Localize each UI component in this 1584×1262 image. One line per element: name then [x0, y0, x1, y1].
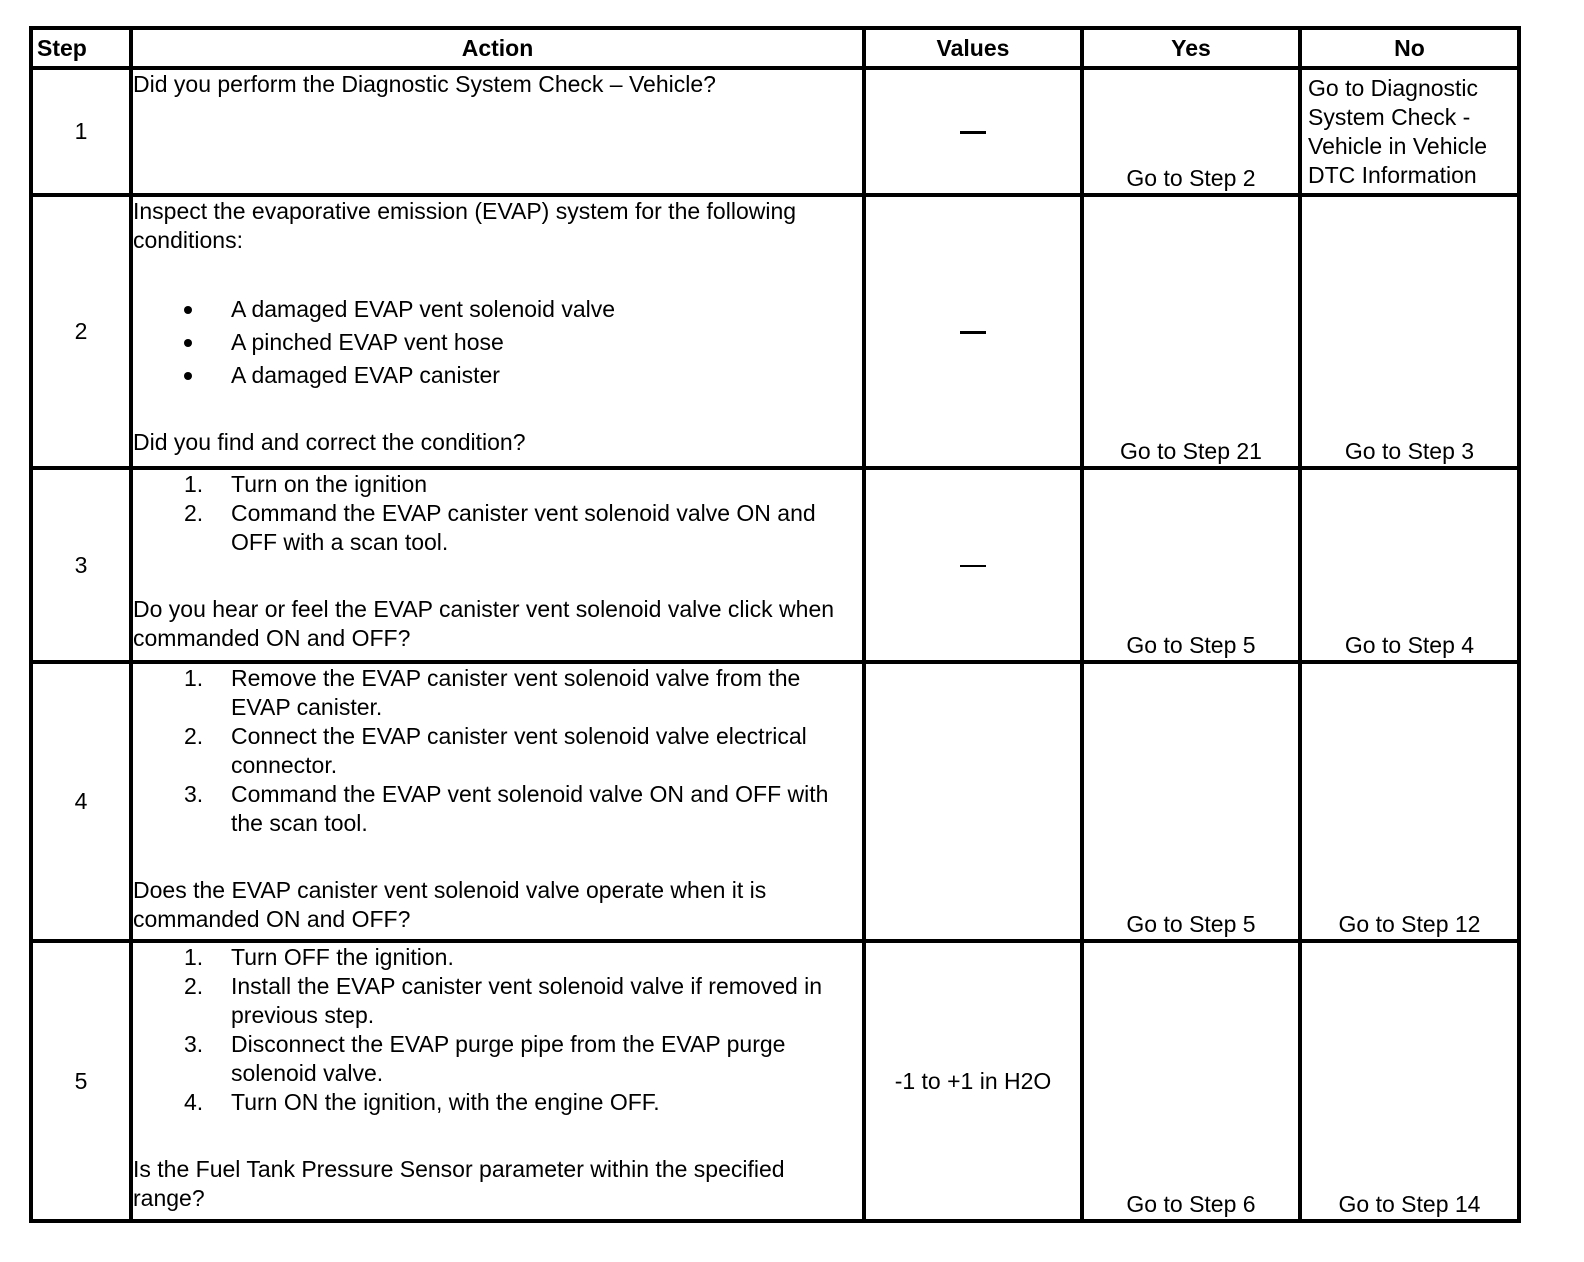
no-cell: Go to Step 14 — [1300, 941, 1519, 1221]
procedure-list — [133, 470, 862, 557]
condition-list — [133, 293, 862, 392]
action-cell — [131, 941, 864, 1221]
em-dash — [960, 331, 986, 334]
list-item: 1. Turn on the ignition — [184, 471, 428, 497]
em-dash — [960, 131, 986, 134]
table-row — [31, 68, 1519, 195]
header-row — [31, 28, 1519, 68]
yes-cell: Go to Step 2 — [1082, 68, 1300, 195]
list-item: A damaged EVAP vent solenoid valve — [133, 293, 862, 326]
action-cell — [131, 195, 864, 468]
action-cell — [131, 68, 864, 195]
table-row — [31, 662, 1519, 941]
no-cell: Go to Step 3 — [1300, 195, 1519, 468]
header-step: Step — [31, 28, 131, 68]
procedure-list — [133, 664, 862, 838]
value-cell — [864, 195, 1082, 468]
list-item: 2. Connect the EVAP canister vent solenoid valve electrical connector. — [184, 723, 807, 778]
list-item: 1. Remove the EVAP canister vent solenoid valve from the EVAP canister. — [184, 665, 801, 720]
list-item: 3. Disconnect the EVAP purge pipe from the EVAP purge solenoid valve. — [184, 1031, 786, 1086]
header-action: Action — [131, 28, 864, 68]
list-item: A pinched EVAP vent hose — [133, 326, 862, 359]
step-number: 2 — [31, 195, 131, 468]
table-row — [31, 195, 1519, 468]
list-item: 2. Command the EVAP canister vent solenoid valve ON and OFF with a scan tool. — [184, 500, 816, 555]
action-question: Is the Fuel Tank Pressure Sensor parameter within the specified range? — [133, 1156, 785, 1211]
value-cell — [864, 68, 1082, 195]
yes-cell: Go to Step 6 — [1082, 941, 1300, 1221]
step-number: 4 — [31, 662, 131, 941]
no-cell: Go to Step 12 — [1300, 662, 1519, 941]
table-row — [31, 941, 1519, 1221]
action-question: Does the EVAP canister vent solenoid valve operate when it is commanded ON and OFF? — [133, 877, 767, 932]
header-no: No — [1300, 28, 1519, 68]
action-cell — [131, 662, 864, 941]
value-cell — [864, 468, 1082, 662]
table-row — [31, 468, 1519, 662]
no-cell: Go to Diagnostic System Check - Vehicle in Vehicle DTC Information — [1300, 68, 1519, 195]
diagnostic-table — [29, 26, 1521, 1223]
em-dash — [960, 565, 986, 567]
list-item: A damaged EVAP canister — [133, 359, 862, 392]
list-item: 3. Command the EVAP vent solenoid valve ON and OFF with the scan tool. — [184, 781, 829, 836]
action-question: Do you hear or feel the EVAP canister vent solenoid valve click when commanded ON and OFF? — [133, 596, 835, 651]
value-cell — [864, 662, 1082, 941]
action-intro: Inspect the evaporative emission (EVAP) system for the following conditions: — [133, 198, 797, 253]
list-item: 4. Turn ON the ignition, with the engine OFF. — [184, 1089, 660, 1115]
procedure-list — [133, 943, 862, 1117]
yes-cell: Go to Step 21 — [1082, 195, 1300, 468]
action-question: Did you perform the Diagnostic System Check – Vehicle? — [133, 71, 716, 97]
list-item: 2. Install the EVAP canister vent solenoid valve if removed in previous step. — [184, 973, 823, 1028]
list-item: 1. Turn OFF the ignition. — [184, 944, 454, 970]
action-question: Did you find and correct the condition? — [133, 429, 526, 455]
step-number: 5 — [31, 941, 131, 1221]
yes-cell: Go to Step 5 — [1082, 662, 1300, 941]
header-yes: Yes — [1082, 28, 1300, 68]
step-number: 3 — [31, 468, 131, 662]
yes-cell: Go to Step 5 — [1082, 468, 1300, 662]
value-cell: -1 to +1 in H2O — [864, 941, 1082, 1221]
no-cell: Go to Step 4 — [1300, 468, 1519, 662]
step-number: 1 — [31, 68, 131, 195]
action-cell — [131, 468, 864, 662]
header-values: Values — [864, 28, 1082, 68]
